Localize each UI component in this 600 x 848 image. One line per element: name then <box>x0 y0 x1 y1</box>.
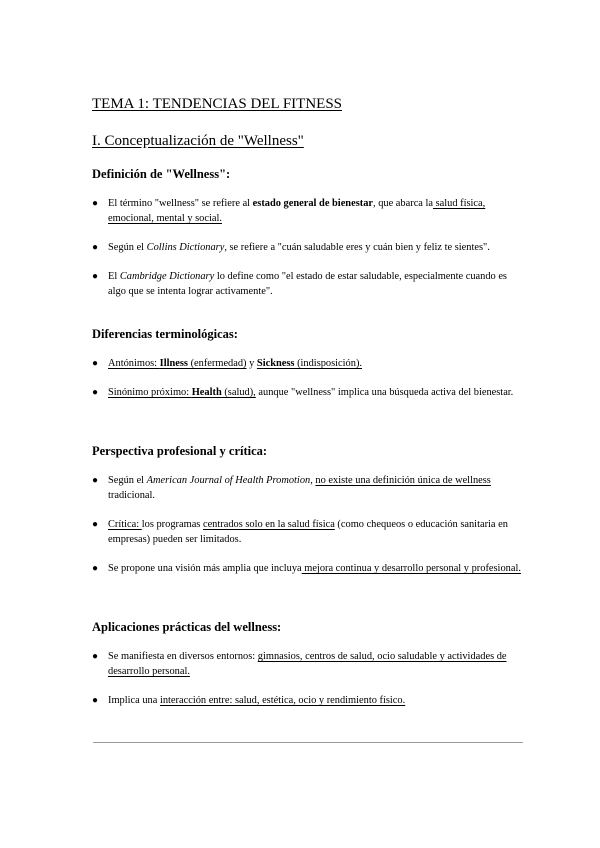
bullet-icon: ● <box>92 387 99 398</box>
diferencias-heading: Diferencias terminológicas: <box>92 327 238 341</box>
list-item: ● Según el American Journal of Health Promotion, no existe una definición única de wellness tradicional. <box>92 475 491 501</box>
list-item: ● Sinónimo próximo: Health (salud), aunque "wellness" implica una búsqueda activa del bienestar. <box>92 387 514 398</box>
horizontal-rule <box>93 742 523 743</box>
aplicaciones-list <box>92 649 524 708</box>
bullet-icon: ● <box>92 242 99 253</box>
aplicaciones-heading: Aplicaciones prácticas del wellness: <box>92 620 282 634</box>
definicion-heading: Definición de "Wellness": <box>92 167 231 181</box>
bullet-icon: ● <box>92 198 99 209</box>
bullet-icon: ● <box>92 695 99 706</box>
list-item: ● Crítica: los programas centrados solo en la salud física (como chequeos o educación sanitaria en empresas) pueden ser limitados. <box>92 519 508 545</box>
bullet-icon: ● <box>92 563 99 574</box>
list-item: ● El término "wellness" se refiere al estado general de bienestar, que abarca la salud física, emocional, mental y social. <box>92 198 486 224</box>
bullet-icon: ● <box>92 651 99 662</box>
bullet-icon: ● <box>92 271 99 282</box>
diferencias-list <box>92 356 524 400</box>
perspectiva-list <box>92 473 524 576</box>
list-item: ● Antónimos: Illness (enfermedad) y Sickness (indisposición). <box>92 358 363 369</box>
list-item: ● Implica una interacción entre: salud, estética, ocio y rendimiento físico. <box>92 695 406 706</box>
list-item: ● Se manifiesta en diversos entornos: gimnasios, centros de salud, ocio saludable y actividades de desarrollo personal. <box>92 651 507 677</box>
bullet-icon: ● <box>92 475 99 486</box>
list-item: ● Según el Collins Dictionary, se refiere a "cuán saludable eres y cuán bien y feliz te sientes". <box>92 242 490 253</box>
perspectiva-heading: Perspectiva profesional y crítica: <box>92 444 268 458</box>
definicion-list <box>92 196 524 299</box>
bullet-icon: ● <box>92 519 99 530</box>
list-item: ● Se propone una visión más amplia que incluya mejora continua y desarrollo personal y profesional. <box>92 563 521 574</box>
bullet-icon: ● <box>92 358 99 369</box>
document-title: TEMA 1: TENDENCIAS DEL FITNESS <box>92 96 343 112</box>
section-heading: I. Conceptualización de "Wellness" <box>92 133 304 149</box>
list-item: ● El Cambridge Dictionary lo define como "el estado de estar saludable, especialmente cuando es algo que se intenta lograr activamente". <box>92 271 507 297</box>
